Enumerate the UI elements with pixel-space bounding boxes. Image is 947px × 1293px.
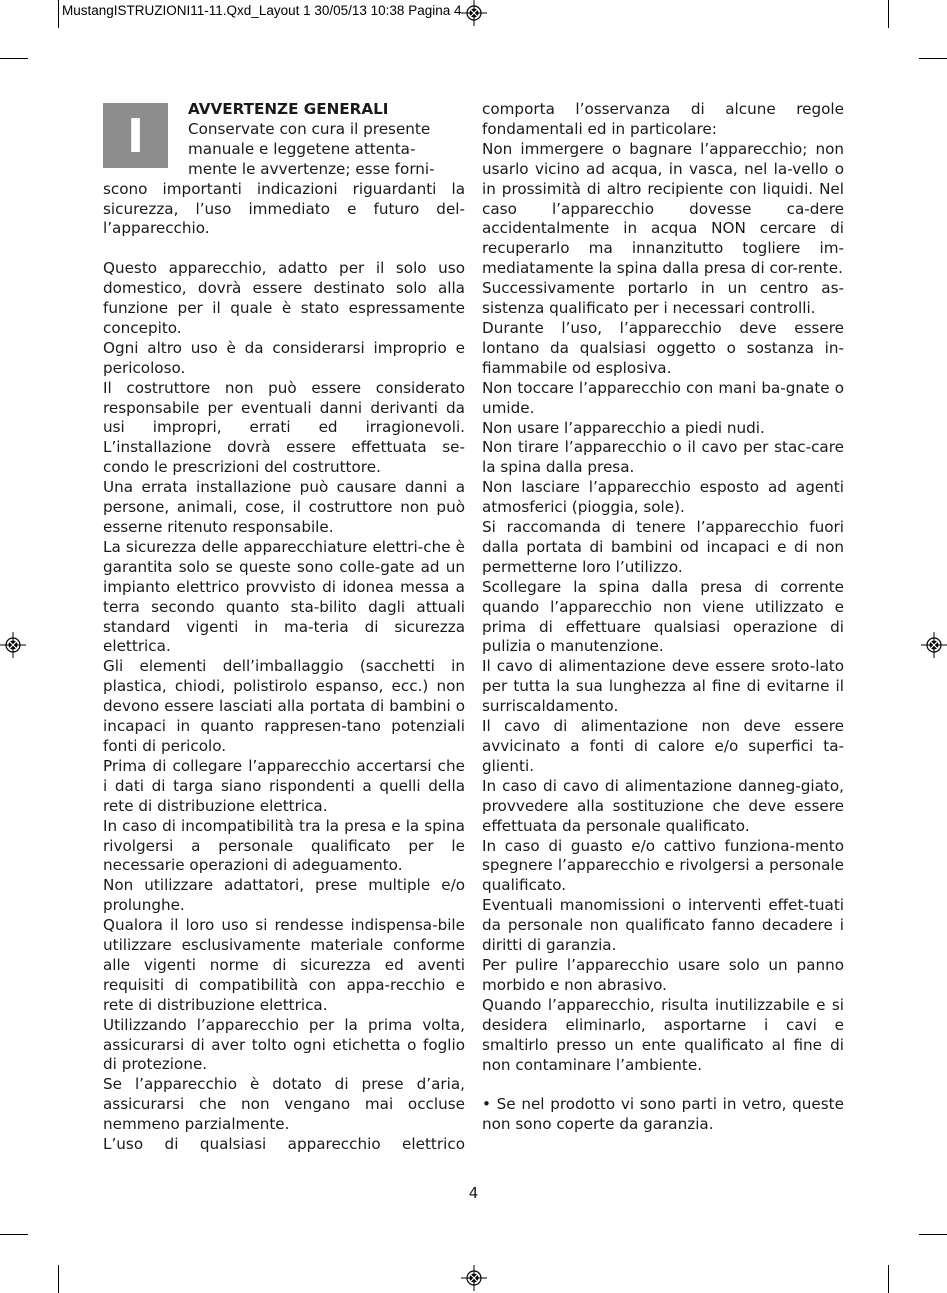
- paragraph: Se l’apparecchio è dotato di prese d’aria, assicurarsi che non vengano mai occluse nemmeno parzialmente.: [103, 1075, 465, 1134]
- paragraph: Il cavo di alimentazione non deve essere avvicinato a fonti di calore e/o superfici ta-glienti.: [482, 717, 844, 775]
- paragraph: La sicurezza delle apparecchiature elettri-che è garantita solo se queste sono colle-gate ad un impianto elettrico provvisto di idonea messa a terra secondo quanto sta-bilito dagli attuali standard vigenti in ma-teria di sicurezza elettrica.: [103, 537, 465, 656]
- paragraph: Il costruttore non può essere considerato responsabile per eventuali danni derivanti da usi impropri, errati ed irragionevoli. L’installazione dovrà essere effettuata se-condo le prescrizioni del costruttore.: [103, 378, 465, 477]
- intro-paragraph: scono importanti indicazioni riguardanti la sicurezza, l’uso immediato e futuro del-l’apparecchio.: [103, 179, 465, 238]
- paragraph: In caso di incompatibilità tra la presa e la spina rivolgersi a personale qualificato per le necessarie operazioni di adeguamento.: [103, 816, 465, 875]
- page-number: 4: [468, 1184, 479, 1202]
- paragraph: Durante l’uso, l’apparecchio deve essere lontano da qualsiasi oggetto o sostanza in-fiammabile od esplosiva.: [482, 318, 844, 377]
- intro-line: mente le avvertenze; esse forni-: [188, 159, 435, 178]
- paragraph: Successivamente portarlo in un centro as-sistenza qualificato per i necessari controlli.: [482, 279, 844, 318]
- paragraph: Per pulire l’apparecchio usare solo un panno morbido e non abrasivo.: [482, 955, 844, 994]
- paragraph: Eventuali manomissioni o interventi effet-tuati da personale non qualificato fanno decadere i diritti di garanzia.: [482, 896, 844, 955]
- intro-line: manuale e leggetene attenta-: [188, 139, 416, 158]
- paragraph: Prima di collegare l’apparecchio accertarsi che i dati di targa siano rispondenti a quelli della rete di distribuzione elettrica.: [103, 756, 465, 815]
- registration-mark-icon: [921, 632, 947, 658]
- paragraph: Scollegare la spina dalla presa di corrente quando l’apparecchio non viene utilizzato e prima di effettuare qualsiasi operazione di pulizia o manutenzione.: [482, 577, 844, 656]
- crop-mark: [0, 58, 28, 59]
- heading-block: [103, 100, 465, 180]
- crop-mark: [58, 0, 59, 28]
- paragraph: Non utilizzare adattatori, prese multiple e/o prolunghe.: [103, 876, 465, 915]
- crop-mark: [888, 1265, 889, 1293]
- left-column: [103, 100, 465, 1155]
- paragraph: Non lasciare l’apparecchio esposto ad agenti atmosferici (pioggia, sole).: [482, 478, 844, 517]
- language-marker: I: [103, 103, 168, 168]
- crop-mark: [58, 1265, 59, 1293]
- paragraph: comporta l’osservanza di alcune regole fondamentali ed in particolare:: [482, 100, 844, 138]
- paragraph: Qualora il loro uso si rendesse indispensa-bile utilizzare esclusivamente materiale conforme alle vigenti norme di sicurezza ed aventi requisiti di compatibilità con appa-recchio e rete di distribuzione elettrica.: [103, 916, 465, 1014]
- section-heading: AVVERTENZE GENERALI: [188, 100, 389, 118]
- registration-mark-icon: [461, 1265, 487, 1291]
- crop-mark: [888, 0, 889, 28]
- print-slug: MustangISTRUZIONI11-11.Qxd_Layout 1 30/05/13 10:38 Pagina 4: [62, 3, 462, 18]
- paragraph: In caso di cavo di alimentazione danneg-giato, provvedere alla sostituzione che deve essere effettuata da personale qualificato.: [482, 776, 844, 835]
- paragraph: Non toccare l’apparecchio con mani ba-gnate o umide.: [482, 378, 844, 417]
- registration-mark-icon: [461, 0, 487, 26]
- crop-mark: [919, 58, 947, 59]
- paragraph: In caso di guasto e/o cattivo funziona-mento spegnere l’apparecchio e rivolgersi a personale qualificato.: [482, 836, 844, 895]
- paragraph: Il cavo di alimentazione deve essere sroto-lato per tutta la sua lunghezza al fine di evitarne il surriscaldamento.: [482, 657, 844, 716]
- paragraph: Quando l’apparecchio, risulta inutilizzabile e si desidera eliminarlo, asportarne i cavi e smaltirlo presso un ente qualificato al fine di non contaminare l’ambiente.: [482, 995, 844, 1074]
- glass-parts-note: • Se nel prodotto vi sono parti in vetro, queste non sono coperte da garanzia.: [482, 1095, 844, 1134]
- crop-mark: [0, 1234, 28, 1235]
- paragraph: L’uso di qualsiasi apparecchio elettrico: [103, 1135, 465, 1154]
- paragraph: Non immergere o bagnare l’apparecchio; non usarlo vicino ad acqua, in vasca, nel la-vello o in prossimità di altro recipiente con liquidi. Nel caso l’apparecchio dovesse ca-dere accidentalmente in acqua NON cercare di recuperarlo ma innanzitutto togliere im-mediatamente la spina dalla presa di cor-rente.: [482, 139, 844, 278]
- paragraph: Non tirare l’apparecchio o il cavo per stac-care la spina dalla presa.: [482, 438, 844, 477]
- paragraph: Questo apparecchio, adatto per il solo uso domestico, dovrà essere destinato solo alla funzione per il quale è stato espressamente concepito.: [103, 259, 465, 337]
- crop-mark: [919, 1234, 947, 1235]
- paragraph: Non usare l’apparecchio a piedi nudi.: [482, 418, 765, 437]
- right-column: [482, 100, 844, 1135]
- paragraph: Utilizzando l’apparecchio per la prima volta, assicurarsi di aver tolto ogni etichetta o foglio di protezione.: [103, 1015, 465, 1074]
- intro-line: Conservate con cura il presente: [188, 119, 431, 138]
- paragraph: Ogni altro uso è da considerarsi improprio e pericoloso.: [103, 338, 465, 377]
- paragraph: Si raccomanda di tenere l’apparecchio fuori dalla portata di bambini od incapaci e di non permetterne loro l’utilizzo.: [482, 518, 844, 576]
- paragraph: Gli elementi dell’imballaggio (sacchetti in plastica, chiodi, polistirolo espanso, ecc.) non devono essere lasciati alla portata di bambini o incapaci in quanto rappresen-tano potenziali fonti di pericolo.: [103, 657, 465, 755]
- paragraph: Una errata installazione può causare danni a persone, animali, cose, il costruttore non può esserne ritenuto responsabile.: [103, 478, 465, 537]
- registration-mark-icon: [0, 632, 26, 658]
